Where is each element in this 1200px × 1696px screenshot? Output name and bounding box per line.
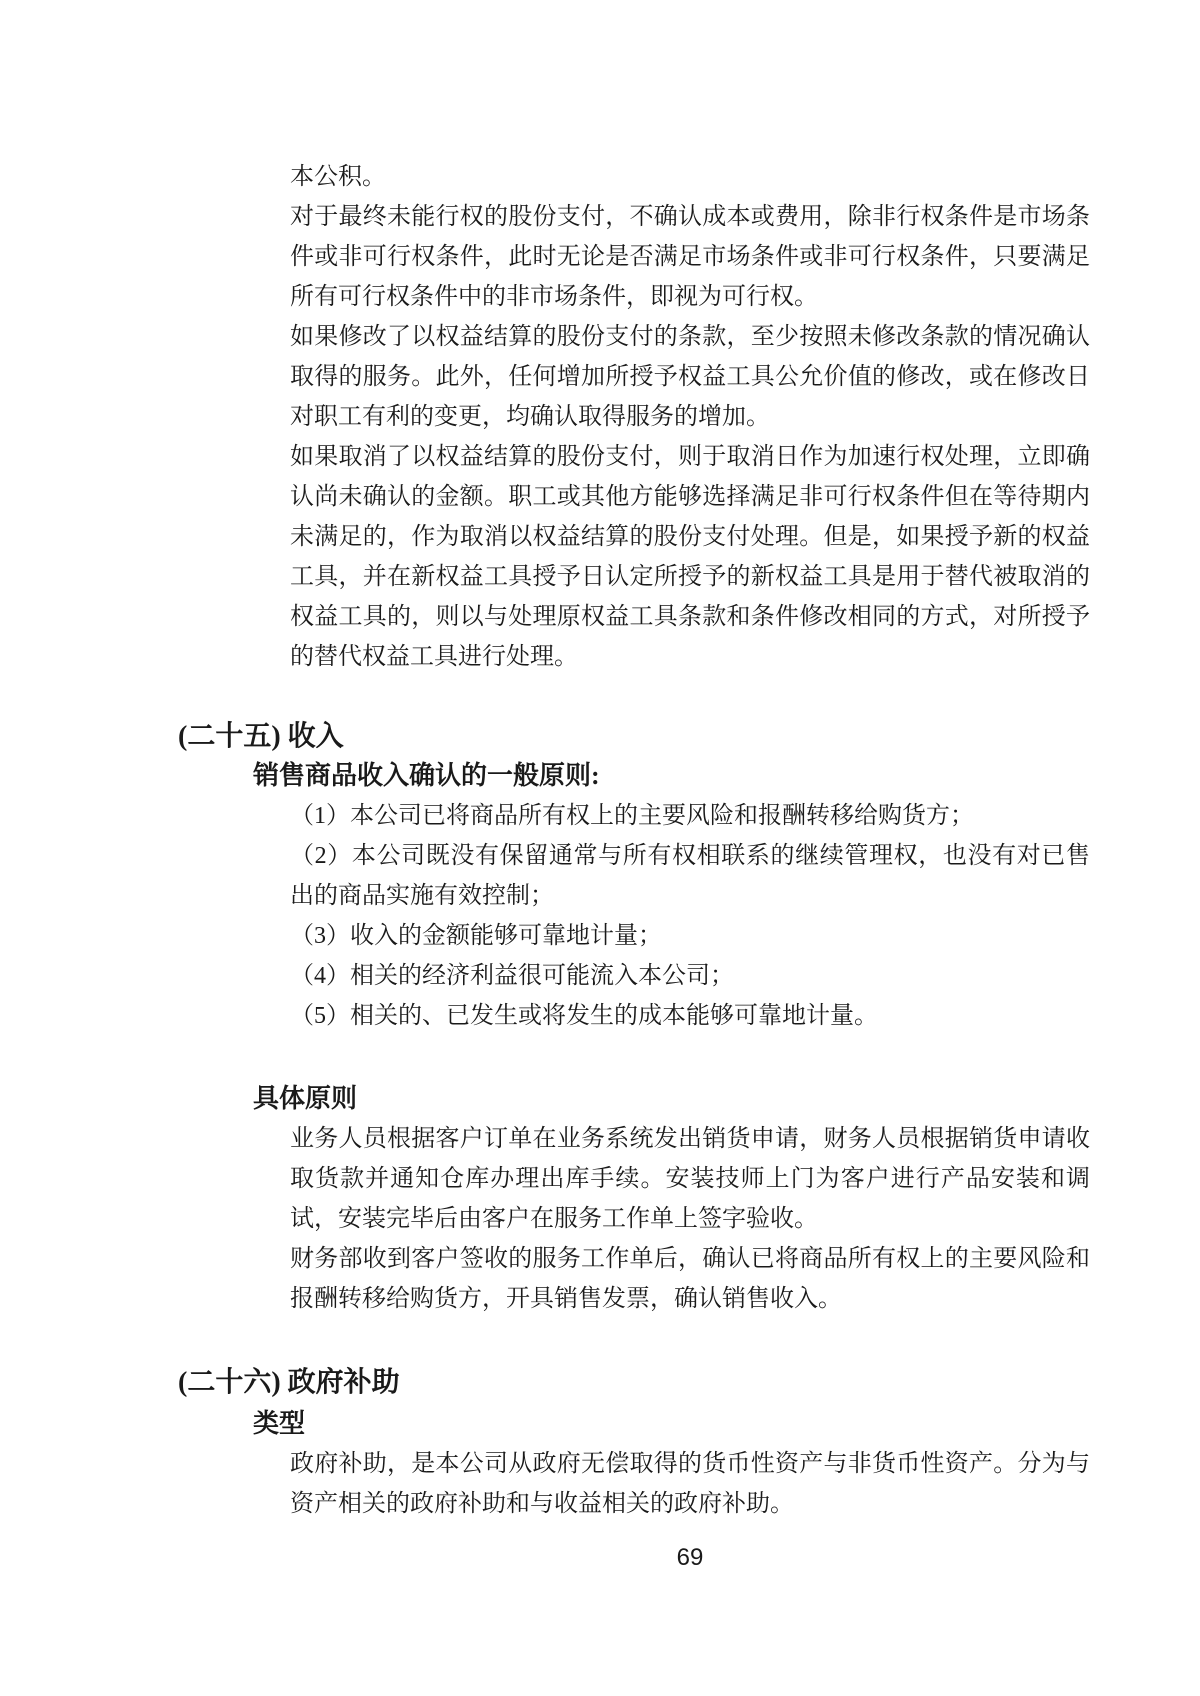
intro-paragraph: 如果修改了以权益结算的股份支付的条款，至少按照未修改条款的情况确认取得的服务。此外，任何增加所授予权益工具公允价值的修改，或在修改日对职工有利的变更，均确认取得服务的增加。 [290, 324, 1090, 430]
grant-type-paragraph: 政府补助，是本公司从政府无偿取得的货币性资产与非货币性资产。分为与资产相关的政府补助和与收益相关的政府补助。 [290, 1451, 1090, 1517]
subheading-grant-type: 类型 [253, 1409, 306, 1438]
specific-paragraph: 业务人员根据客户订单在业务系统发出销货申请，财务人员根据销货申请收取货款并通知仓库办理出库手续。安装技师上门为客户进行产品安装和调试，安装完毕后由客户在服务工作单上签字验收。 [290, 1126, 1090, 1232]
document-content [0, 157, 1200, 1570]
specific-paragraph: 财务部收到客户签收的服务工作单后，确认已将商品所有权上的主要风险和报酬转移给购货方，开具销售发票，确认销售收入。 [290, 1246, 1090, 1312]
intro-paragraph: 如果取消了以权益结算的股份支付，则于取消日作为加速行权处理，立即确认尚未确认的金额。职工或其他方能够选择满足非可行权条件但在等待期内未满足的，作为取消以权益结算的股份支付处理。但是，如果授予新的权益工具，并在新权益工具授予日认定所授予的新权益工具是用于替代被取消的权益工具的，则以与处理原权益工具条款和条件修改相同的方式，对所授予的替代权益工具进行处理。 [290, 444, 1090, 670]
subheading-specific-principles: 具体原则 [253, 1084, 358, 1113]
intro-paragraph: 本公积。 [290, 164, 386, 190]
page-number: 69 [676, 1544, 704, 1571]
section-heading-revenue: (二十五) 收入 [178, 721, 344, 752]
list-item: （2）本公司既没有保留通常与所有权相联系的继续管理权，也没有对已售出的商品实施有效控制； [290, 843, 1090, 909]
intro-paragraph: 对于最终未能行权的股份支付，不确认成本或费用，除非行权条件是市场条件或非可行权条件，此时无论是否满足市场条件或非可行权条件，只要满足所有可行权条件中的非市场条件，即视为可行权。 [290, 204, 1090, 310]
list-item: （1）本公司已将商品所有权上的主要风险和报酬转移给购货方； [290, 803, 974, 829]
list-item: （5）相关的、已发生或将发生的成本能够可靠地计量。 [290, 1003, 878, 1029]
subheading-general-principles: 销售商品收入确认的一般原则: [253, 761, 600, 790]
section-heading-government-grants: (二十六) 政府补助 [178, 1367, 400, 1398]
list-item: （4）相关的经济利益很可能流入本公司； [290, 963, 734, 989]
list-item: （3）收入的金额能够可靠地计量； [290, 923, 662, 949]
